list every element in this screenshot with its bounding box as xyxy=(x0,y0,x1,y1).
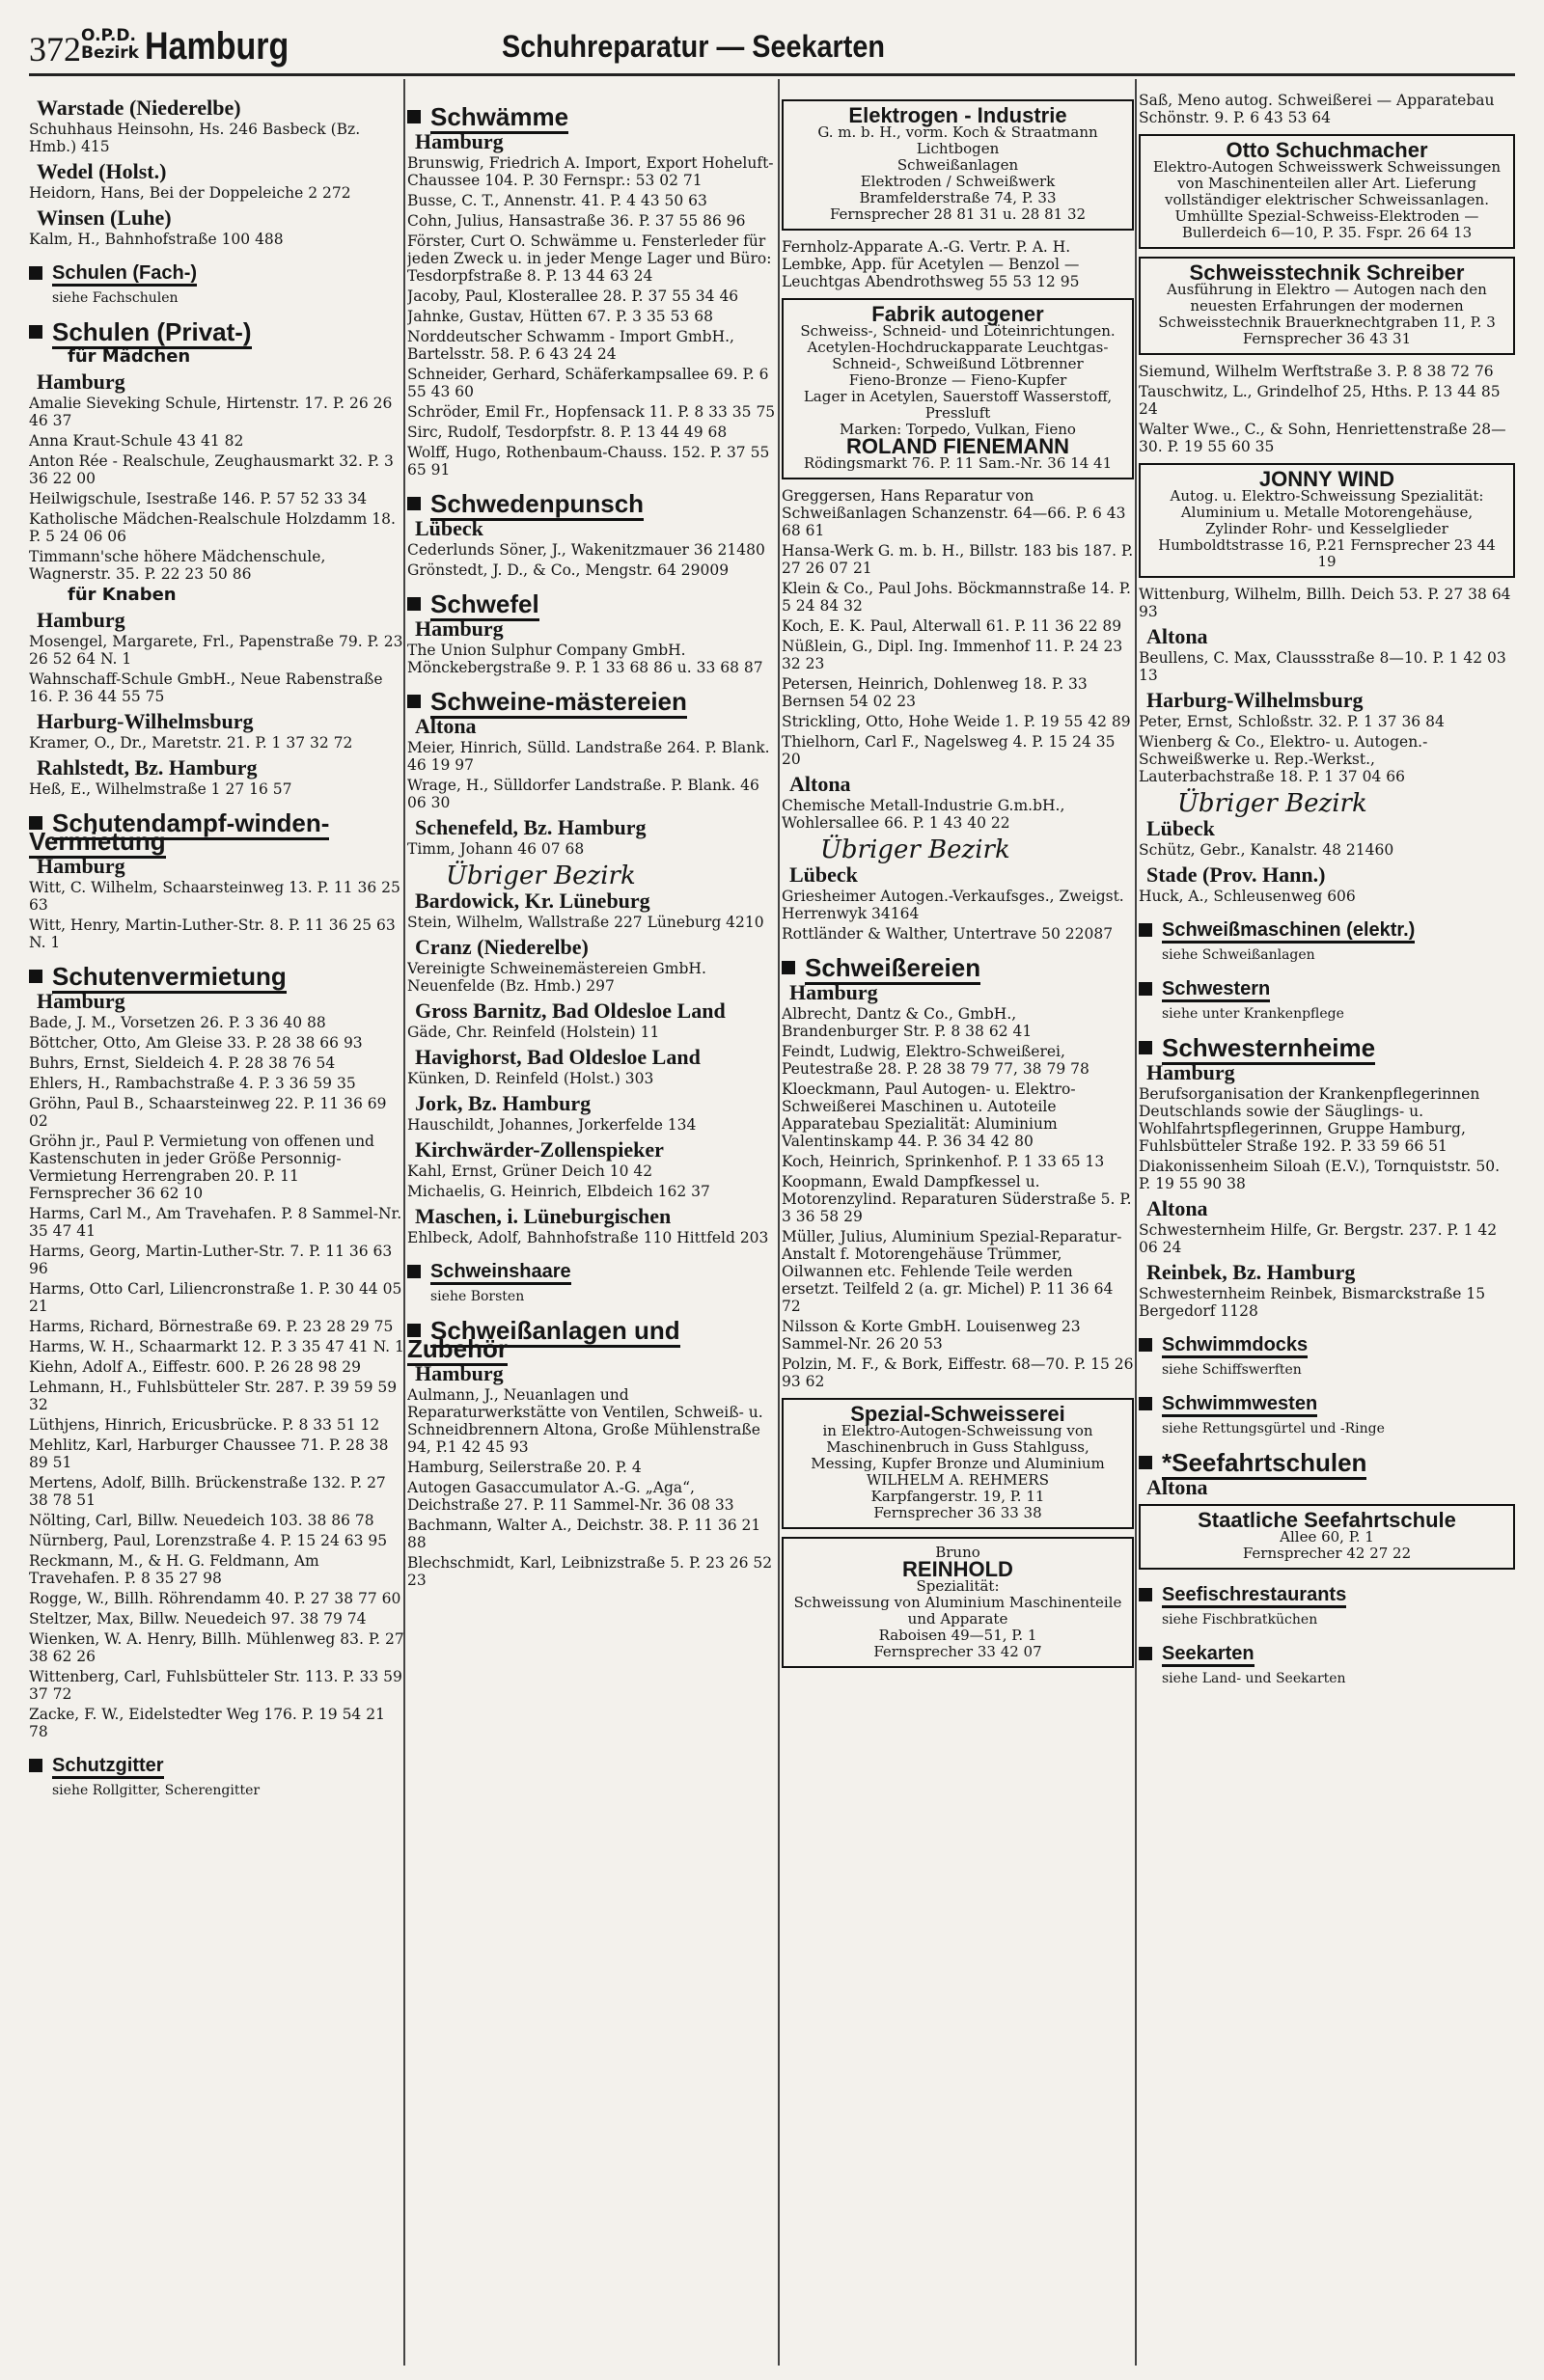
section-title: Schwestern xyxy=(1162,978,1270,1002)
ad-line: Acetylen-Hochdruckapparate Leuchtgas-Schneid-, Schweißund Lötbrenner xyxy=(807,339,1109,372)
location-heading: Wedel (Holst.) xyxy=(37,159,167,183)
directory-entry: Mertens, Adolf, Billh. Brückenstraße 132. P. 27 38 78 51 xyxy=(29,1474,386,1509)
section-title: Schweißanlagen und Zubehör xyxy=(407,1316,680,1366)
directory-entry: Koopmann, Ewald Dampfkessel u. Motorenzylind. Reparaturen Süderstraße 5. P. 3 36 58 29 xyxy=(782,1173,1132,1225)
directory-entry: Schuhhaus Heinsohn, Hs. 246 Basbeck (Bz. Hmb.) 415 xyxy=(29,121,361,155)
location-heading: Jork, Bz. Hamburg xyxy=(415,1091,592,1115)
cross-reference: siehe Schweißanlagen xyxy=(1162,947,1315,963)
location-heading: Altona xyxy=(1146,624,1208,648)
ad-line: Fernsprecher 36 33 38 xyxy=(873,1504,1042,1521)
section-title: Schwimmdocks xyxy=(1162,1334,1308,1358)
section-heading xyxy=(407,1316,779,1363)
ad-line: Rödingsmarkt 76. P. 11 Sam.-Nr. 36 14 41 xyxy=(803,454,1113,472)
directory-entry: The Union Sulphur Company GmbH. Mönckebergstraße 9. P. 1 33 68 86 u. 33 68 87 xyxy=(407,642,763,676)
ad-line: Fieno-Bronze — Fieno-Kupfer xyxy=(848,371,1067,389)
advertisement-box xyxy=(1139,1504,1515,1570)
location-heading: Kirchwärder-Zollenspieker xyxy=(415,1137,664,1162)
directory-entry: Förster, Curt O. Schwämme u. Fensterleder für jeden Zweck u. in jeder Menge Lager und Büro: Tesdorpfstraße 8. P. 13 44 63 24 xyxy=(407,233,772,285)
location-heading: Havighorst, Bad Oldesloe Land xyxy=(415,1045,701,1069)
bullet-square xyxy=(1139,982,1152,996)
location-heading: Hamburg xyxy=(37,608,125,632)
directory-entry: Fernholz-Apparate A.-G. Vertr. P. A. H. Lembke, App. für Acetylen — Benzol — Leuchtgas Abendrothsweg 55 53 12 95 xyxy=(782,238,1080,290)
directory-entry: Schwesternheim Reinbek, Bismarckstraße 15 Bergedorf 1128 xyxy=(1139,1285,1486,1320)
bullet-square xyxy=(1139,1588,1152,1601)
directory-entry: Rogge, W., Billh. Röhrendamm 40. P. 27 38 77 60 xyxy=(29,1590,401,1607)
directory-entry: Bachmann, Walter A., Deichstr. 38. P. 11 36 21 88 xyxy=(407,1517,761,1551)
directory-entry: Böttcher, Otto, Am Gleise 33. P. 28 38 66 93 xyxy=(29,1034,363,1052)
location-heading: Altona xyxy=(1146,1475,1208,1499)
ad-line: Raboisen 49—51, P. 1 xyxy=(878,1627,1037,1644)
section-heading xyxy=(1139,1394,1515,1412)
ad-line: Autog. u. Elektro-Schweissung Spezialität: Aluminium u. Metalle Motorengehäuse, Zylinder Rohr- und Kesselglieder Humboldtstrasse 16, P.21 Fernsprecher 23 44 19 xyxy=(1158,487,1496,570)
section-heading xyxy=(29,1756,405,1774)
ad-title: Otto Schuchmacher xyxy=(1226,138,1428,162)
location-heading: Hamburg xyxy=(37,989,125,1013)
bullet-square xyxy=(407,110,421,123)
directory-entry: Heidorn, Hans, Bei der Doppeleiche 2 272 xyxy=(29,184,351,202)
directory-entry: Diakonissenheim Siloah (E.V.), Tornquiststr. 50. P. 19 55 90 38 xyxy=(1139,1158,1501,1192)
section-title: Seekarten xyxy=(1162,1643,1254,1667)
subheading: für Mädchen xyxy=(68,346,191,367)
subheading: für Knaben xyxy=(68,585,177,605)
directory-entry: Harms, W. H., Schaarmarkt 12. P. 3 35 47 41 N. 1 xyxy=(29,1338,404,1355)
section-title: *Seefahrtschulen xyxy=(1162,1448,1366,1480)
ad-line: Fernsprecher 28 81 31 u. 28 81 32 xyxy=(829,205,1087,223)
bullet-square xyxy=(407,1265,421,1278)
directory-entry: Anna Kraut-Schule 43 41 82 xyxy=(29,432,244,450)
directory-entry: Cohn, Julius, Hansastraße 36. P. 37 55 86 96 xyxy=(407,212,746,230)
directory-entry: Chemische Metall-Industrie G.m.bH., Wohlersallee 66. P. 1 43 40 22 xyxy=(782,797,1065,832)
directory-entry: Gröhn, Paul B., Schaarsteinweg 22. P. 11 36 69 02 xyxy=(29,1095,387,1130)
location-heading: Altona xyxy=(789,772,851,796)
directory-entry: Jahnke, Gustav, Hütten 67. P. 3 35 53 68 xyxy=(407,308,713,325)
location-heading: Hamburg xyxy=(415,1361,504,1385)
section-heading xyxy=(782,953,1134,982)
ad-line: G. m. b. H., vorm. Koch & Straatmann xyxy=(817,123,1098,141)
location-heading: Cranz (Niederelbe) xyxy=(415,935,589,959)
directory-entry: Klein & Co., Paul Johs. Böckmannstraße 14. P. 5 24 84 32 xyxy=(782,580,1131,615)
directory-entry: Petersen, Heinrich, Dohlenweg 18. P. 33 Bernsen 54 02 23 xyxy=(782,675,1088,710)
ad-company-name: REINHOLD xyxy=(902,1557,1013,1581)
directory-entry: Kloeckmann, Paul Autogen- u. Elektro-Schweißerei Maschinen u. Autoteile Apparatebau Spezialität: Aluminium Valentinskamp 44. P. 36 34 42 80 xyxy=(782,1081,1076,1150)
section-title: Schutendampf-winden-Vermietung xyxy=(29,808,329,859)
directory-entry: Wienberg & Co., Elektro- u. Autogen.-Schweißwerke u. Rep.-Werkst., Lauterbachstraße 18. P. 1 37 04 66 xyxy=(1139,733,1428,785)
section-heading xyxy=(407,687,779,716)
ad-line: Bruno xyxy=(935,1544,980,1561)
ad-line: Fernsprecher 42 27 22 xyxy=(1242,1545,1412,1562)
ad-line: Elektroden / Schweißwerk xyxy=(860,173,1056,190)
directory-entry: Lüthjens, Hinrich, Ericusbrücke. P. 8 33 51 12 xyxy=(29,1416,380,1434)
ad-line: Allee 60, P. 1 xyxy=(1280,1528,1374,1546)
section-title: Schweißereien xyxy=(805,953,980,985)
section-heading xyxy=(407,489,779,518)
directory-entry: Huck, A., Schleusenweg 606 xyxy=(1139,888,1356,905)
directory-entry: Kahl, Ernst, Grüner Deich 10 42 xyxy=(407,1163,653,1180)
ad-line: Elektro-Autogen Schweisswerk Schweissungen von Maschinenteilen aller Art. Lieferung vollständiger elektrischer Schweissanlagen. Umhüllte Spezial-Schweiss-Elektroden — Bullerdeich 6—10, P. 35. Fspr. 26 64 13 xyxy=(1152,158,1502,241)
directory-entry: Witt, Henry, Martin-Luther-Str. 8. P. 11 36 25 63 N. 1 xyxy=(29,916,396,951)
region-heading: Übriger Bezirk xyxy=(820,835,1010,864)
directory-entry: Michaelis, G. Heinrich, Elbdeich 162 37 xyxy=(407,1183,710,1200)
location-heading: Hamburg xyxy=(37,369,125,394)
directory-entry: Polzin, M. F., & Bork, Eiffestr. 68—70. P. 15 26 93 62 xyxy=(782,1355,1134,1390)
ad-line: Lichtbogen xyxy=(916,140,1000,157)
directory-entry: Heilwigschule, Isestraße 146. P. 57 52 33 34 xyxy=(29,490,368,507)
directory-entry: Hamburg, Seilerstraße 20. P. 4 xyxy=(407,1459,642,1476)
cross-reference: siehe Rettungsgürtel und -Ringe xyxy=(1162,1421,1385,1436)
directory-entry: Nürnberg, Paul, Lorenzstraße 4. P. 15 24 63 95 xyxy=(29,1532,388,1549)
ad-line: Schweissung von Aluminium Maschinenteile und Apparate xyxy=(793,1594,1122,1628)
bullet-square xyxy=(1139,1647,1152,1660)
directory-entry: Albrecht, Dantz & Co., GmbH., Brandenburger Str. P. 8 38 62 41 xyxy=(782,1005,1033,1040)
directory-entry: Timm, Johann 46 07 68 xyxy=(407,840,585,858)
ad-line: Schweiss-, Schneid- und Löteinrichtungen. xyxy=(800,322,1116,340)
directory-entry: Anton Rée - Realschule, Zeughausmarkt 32. P. 3 36 22 00 xyxy=(29,452,394,487)
section-heading xyxy=(1139,979,1515,998)
ad-title: Schweisstechnik Schreiber xyxy=(1189,260,1465,285)
directory-entry: Ehlers, H., Rambachstraße 4. P. 3 36 59 35 xyxy=(29,1075,356,1092)
section-title: Schwimmwesten xyxy=(1162,1393,1317,1417)
location-heading: Harburg-Wilhelmsburg xyxy=(1146,688,1364,712)
directory-entry: Nüßlein, G., Dipl. Ing. Immenhof 11. P. 24 23 32 23 xyxy=(782,638,1123,672)
bullet-square xyxy=(1139,1338,1152,1352)
advertisement-box xyxy=(782,1398,1134,1529)
directory-entry: Schneider, Gerhard, Schäferkampsallee 69. P. 6 55 43 60 xyxy=(407,366,769,400)
location-heading: Bardowick, Kr. Lüneburg xyxy=(415,889,650,913)
directory-entry: Wittenberg, Carl, Fuhlsbütteler Str. 113. P. 33 59 37 72 xyxy=(29,1668,402,1703)
opd-label xyxy=(81,27,139,62)
cross-reference: siehe unter Krankenpflege xyxy=(1162,1006,1344,1022)
section-title: Schutzgitter xyxy=(52,1755,164,1779)
advertisement-box xyxy=(782,298,1134,479)
bullet-square xyxy=(1139,923,1152,937)
directory-entry: Busse, C. T., Annenstr. 41. P. 4 43 50 63 xyxy=(407,192,707,209)
location-heading: Altona xyxy=(1146,1196,1208,1220)
region-heading: Übriger Bezirk xyxy=(1177,789,1367,818)
section-heading xyxy=(29,962,405,991)
location-heading: Rahlstedt, Bz. Hamburg xyxy=(37,755,258,780)
directory-entry: Autogen Gasaccumulator A.-G. „Aga“, Deichstraße 27. P. 11 Sammel-Nr. 36 08 33 xyxy=(407,1479,734,1514)
directory-entry: Harms, Georg, Martin-Luther-Str. 7. P. 11 36 63 96 xyxy=(29,1243,393,1277)
location-heading: Winsen (Luhe) xyxy=(37,205,172,230)
directory-entry: Harms, Richard, Börnestraße 69. P. 23 28 29 75 xyxy=(29,1318,394,1335)
ad-line: Schweißanlagen xyxy=(896,156,1019,174)
ad-title: Elektrogen - Industrie xyxy=(848,103,1067,127)
section-heading xyxy=(407,1262,779,1280)
directory-entry: Walter Wwe., C., & Sohn, Henriettenstraße 28—30. P. 19 55 60 35 xyxy=(1139,421,1506,455)
page-title: Schuhreparatur — Seekarten xyxy=(502,29,885,64)
directory-entry: Witt, C. Wilhelm, Schaarsteinweg 13. P. 11 36 25 63 xyxy=(29,879,400,914)
cross-reference: siehe Fischbratküchen xyxy=(1162,1612,1318,1628)
advertisement-box xyxy=(782,1537,1134,1668)
location-heading: Altona xyxy=(415,714,477,738)
section-heading xyxy=(1139,1585,1515,1603)
section-heading xyxy=(29,808,405,856)
ad-company-name: ROLAND FIENEMANN xyxy=(846,434,1069,458)
bullet-square xyxy=(29,1759,42,1772)
directory-entry: Aulmann, J., Neuanlagen und Reparaturwerkstätte von Ventilen, Schweiß- u. Schneidbrennern Altona, Große Mühlenstraße 94, P.1 42 45 93 xyxy=(407,1386,763,1456)
bullet-square xyxy=(1139,1397,1152,1410)
bullet-square xyxy=(407,597,421,611)
directory-entry: Lehmann, H., Fuhlsbütteler Str. 287. P. 39 59 59 32 xyxy=(29,1379,398,1413)
location-heading: Hamburg xyxy=(789,980,878,1004)
directory-entry: Grönstedt, J. D., & Co., Mengstr. 64 29009 xyxy=(407,561,730,579)
directory-entry: Rottländer & Walther, Untertrave 50 22087 xyxy=(782,925,1114,943)
directory-entry: Wolff, Hugo, Rothenbaum-Chauss. 152. P. 37 55 65 91 xyxy=(407,444,770,479)
directory-entry: Kiehn, Adolf A., Eiffestr. 600. P. 26 28 98 29 xyxy=(29,1358,362,1376)
directory-entry: Beullens, C. Max, Claussstraße 8—10. P. 1 42 03 13 xyxy=(1139,649,1506,684)
advertisement-box xyxy=(782,99,1134,231)
directory-entry: Katholische Mädchen-Realschule Holzdamm 18. P. 5 24 06 06 xyxy=(29,510,396,545)
section-title: Schwefel xyxy=(430,589,539,621)
ad-title: Fabrik autogener xyxy=(871,302,1044,326)
directory-entry: Kalm, H., Bahnhofstraße 100 488 xyxy=(29,231,284,248)
cross-reference: siehe Land- und Seekarten xyxy=(1162,1671,1346,1686)
bullet-square xyxy=(407,497,421,510)
directory-entry: Vereinigte Schweinemästereien GmbH. Neuenfelde (Bz. Hmb.) 297 xyxy=(407,960,706,995)
directory-entry: Brunswig, Friedrich A. Import, Export Hoheluft-Chaussee 104. P. 30 Fernspr.: 53 02 71 xyxy=(407,154,774,189)
section-heading xyxy=(1139,920,1515,939)
section-title: Schwämme xyxy=(430,102,568,134)
location-heading: Hamburg xyxy=(415,616,504,641)
directory-entry: Reckmann, M., & H. G. Feldmann, Am Travehafen. P. 8 35 27 98 xyxy=(29,1552,319,1587)
advertisement-box xyxy=(1139,257,1515,355)
location-heading: Hamburg xyxy=(37,854,125,878)
directory-entry: Schwesternheim Hilfe, Gr. Bergstr. 237. P. 1 42 06 24 xyxy=(1139,1221,1498,1256)
section-title: Schweinshaare xyxy=(430,1261,571,1285)
section-heading xyxy=(1139,1644,1515,1662)
column-2 xyxy=(407,92,779,2368)
column-1 xyxy=(29,92,405,2368)
directory-entry: Heß, E., Wilhelmstraße 1 27 16 57 xyxy=(29,780,292,798)
bullet-square xyxy=(407,695,421,708)
directory-entry: Sirc, Rudolf, Tesdorpfstr. 8. P. 13 44 49 68 xyxy=(407,424,728,441)
directory-entry: Künken, D. Reinfeld (Holst.) 303 xyxy=(407,1070,654,1087)
directory-entry: Nilsson & Korte GmbH. Louisenweg 23 Sammel-Nr. 26 20 53 xyxy=(782,1318,1081,1353)
directory-entry: Steltzer, Max, Billw. Neuedeich 97. 38 79 74 xyxy=(29,1610,367,1628)
directory-entry: Mosengel, Margarete, Frl., Papenstraße 79. P. 23 26 52 64 N. 1 xyxy=(29,633,403,668)
directory-entry: Strickling, Otto, Hohe Weide 1. P. 19 55 42 89 xyxy=(782,713,1131,730)
advertisement-box xyxy=(1139,463,1515,578)
cross-reference: siehe Borsten xyxy=(430,1289,525,1304)
directory-entry: Mehlitz, Karl, Harburger Chaussee 71. P. 28 38 89 51 xyxy=(29,1436,389,1471)
opd-text: O.P.D. xyxy=(81,26,136,45)
ad-line: in Elektro-Autogen-Schweissung von Maschinenbruch in Guss Stahlguss, Messing, Kupfer Bronze und Aluminium xyxy=(811,1422,1105,1472)
location-heading: Gross Barnitz, Bad Oldesloe Land xyxy=(415,999,726,1023)
section-heading xyxy=(1139,1448,1515,1477)
bullet-square xyxy=(1139,1456,1152,1469)
section-title: Schwedenpunsch xyxy=(430,489,644,521)
directory-entry: Meier, Hinrich, Sülld. Landstraße 264. P. Blank. 46 19 97 xyxy=(407,739,770,774)
region-heading: Übriger Bezirk xyxy=(446,862,636,890)
directory-entry: Stein, Wilhelm, Wallstraße 227 Lüneburg 4210 xyxy=(407,914,764,931)
section-title: Seefischrestaurants xyxy=(1162,1584,1346,1608)
bullet-square xyxy=(782,961,795,974)
location-heading: Schenefeld, Bz. Hamburg xyxy=(415,815,647,839)
ad-line: Marken: Torpedo, Vulkan, Fieno xyxy=(840,421,1076,438)
advertisement-box xyxy=(1139,134,1515,249)
directory-entry: Wrage, H., Sülldorfer Landstraße. P. Blank. 46 06 30 xyxy=(407,777,759,811)
location-heading: Maschen, i. Lüneburgischen xyxy=(415,1204,672,1228)
ad-line: Karpfangerstr. 19, P. 11 xyxy=(870,1488,1045,1505)
directory-entry: Wienken, W. A. Henry, Billh. Mühlenweg 83. P. 27 38 62 26 xyxy=(29,1630,404,1665)
column-divider xyxy=(1135,79,1137,2366)
column-4 xyxy=(1139,92,1515,2368)
location-heading: Lübeck xyxy=(1146,816,1215,840)
directory-entry: Hansa-Werk G. m. b. H., Billstr. 183 bis 187. P. 27 26 07 21 xyxy=(782,542,1134,577)
directory-entry: Tauschwitz, L., Grindelhof 25, Hths. P. 13 44 85 24 xyxy=(1139,383,1501,418)
section-heading xyxy=(29,317,405,346)
directory-entry: Berufsorganisation der Krankenpflegerinnen Deutschlands sowie der Säuglings- u. Wohlfahrtspflegerinnen, Gruppe Hamburg, Fuhlsbütteler Straße 192. P. 33 59 66 51 xyxy=(1139,1085,1480,1155)
bullet-square xyxy=(29,970,42,983)
directory-entry: Harms, Otto Carl, Liliencronstraße 1. P. 30 44 05 21 xyxy=(29,1280,402,1315)
directory-entry: Timmann'sche höhere Mädchenschule, Wagnerstr. 35. P. 22 23 50 86 xyxy=(29,548,326,583)
section-heading xyxy=(1139,1033,1515,1062)
directory-entry: Buhrs, Ernst, Sieldeich 4. P. 28 38 76 54 xyxy=(29,1054,336,1072)
header-rule xyxy=(29,73,1515,76)
directory-entry: Gröhn jr., Paul P. Vermietung von offenen und Kastenschuten in jeder Größe Personnig-Vermietung Herrengraben 20. P. 11 Fernsprecher 36 62 10 xyxy=(29,1133,374,1202)
directory-entry: Greggersen, Hans Reparatur von Schweißanlagen Schanzenstr. 64—66. P. 6 43 68 61 xyxy=(782,487,1126,539)
ad-line: Lager in Acetylen, Sauerstoff Wasserstoff, Pressluft xyxy=(803,388,1113,422)
section-heading xyxy=(1139,1335,1515,1354)
directory-entry: Blechschmidt, Karl, Leibnizstraße 5. P. 23 26 52 23 xyxy=(407,1554,773,1589)
directory-entry: Feindt, Ludwig, Elektro-Schweißerei, Peutestraße 28. P. 28 38 79 77, 38 79 78 xyxy=(782,1043,1089,1078)
location-heading: Stade (Prov. Hann.) xyxy=(1146,862,1326,887)
ad-title: Spezial-Schweisserei xyxy=(850,1402,1065,1426)
directory-entry: Schütz, Gebr., Kanalstr. 48 21460 xyxy=(1139,841,1394,859)
section-title: Schweißmaschinen (elektr.) xyxy=(1162,919,1415,944)
directory-entry: Wittenburg, Wilhelm, Billh. Deich 53. P. 27 38 64 93 xyxy=(1139,586,1511,620)
cross-reference: siehe Rollgitter, Scherengitter xyxy=(52,1783,261,1798)
section-heading xyxy=(29,263,405,282)
directory-entry: Koch, E. K. Paul, Alterwall 61. P. 11 36 22 89 xyxy=(782,617,1122,635)
directory-entry: Cederlunds Söner, J., Wakenitzmauer 36 21480 xyxy=(407,541,765,559)
ad-line: Spezialität: xyxy=(916,1577,1000,1595)
city-title: Hamburg xyxy=(145,25,290,68)
page-header xyxy=(0,0,1544,89)
bullet-square xyxy=(29,325,42,339)
bullet-square xyxy=(29,266,42,280)
directory-entry: Schröder, Emil Fr., Hopfensack 11. P. 8 33 35 75 xyxy=(407,403,776,421)
directory-entry: Wahnschaff-Schule GmbH., Neue Rabenstraße 16. P. 36 44 55 75 xyxy=(29,670,383,705)
cross-reference: siehe Fachschulen xyxy=(52,290,179,306)
directory-entry: Koch, Heinrich, Sprinkenhof. P. 1 33 65 13 xyxy=(782,1153,1105,1170)
directory-entry: Norddeutscher Schwamm - Import GmbH., Bartelsstr. 58. P. 6 43 24 24 xyxy=(407,328,734,363)
location-heading: Warstade (Niederelbe) xyxy=(37,96,241,120)
directory-entry: Müller, Julius, Aluminium Spezial-Reparatur-Anstalt f. Motorengehäuse Trümmer, Oilwannen etc. Fehlende Teile werden ersetzt. Teilfeld 2 (a. gr. Michel) P. 11 36 64 72 xyxy=(782,1228,1122,1315)
ad-line: Bramfelderstraße 74, P. 33 xyxy=(859,189,1057,206)
directory-entry: Amalie Sieveking Schule, Hirtenstr. 17. P. 26 26 46 37 xyxy=(29,395,393,429)
directory-entry: Siemund, Wilhelm Werftstraße 3. P. 8 38 72 76 xyxy=(1139,363,1494,380)
directory-entry: Peter, Ernst, Schloßstr. 32. P. 1 37 36 84 xyxy=(1139,713,1445,730)
column-3 xyxy=(782,92,1134,2368)
directory-entry: Gäde, Chr. Reinfeld (Holstein) 11 xyxy=(407,1024,660,1041)
directory-entry: Harms, Carl M., Am Travehafen. P. 8 Sammel-Nr. 35 47 41 xyxy=(29,1205,402,1240)
cross-reference: siehe Schiffswerften xyxy=(1162,1362,1302,1378)
section-title: Schulen (Privat-) xyxy=(52,317,252,349)
section-title: Schulen (Fach-) xyxy=(52,262,197,287)
directory-entry: Zacke, F. W., Eidelstedter Weg 176. P. 19 54 21 78 xyxy=(29,1706,385,1740)
ad-title: Staatliche Seefahrtschule xyxy=(1198,1508,1456,1532)
page-number: 372 xyxy=(29,30,81,68)
directory-entry: Saß, Meno autog. Schweißerei — Apparatebau Schönstr. 9. P. 6 43 53 64 xyxy=(1139,92,1495,126)
section-title: Schwesternheime xyxy=(1162,1033,1375,1065)
directory-entry: Jacoby, Paul, Klosterallee 28. P. 37 55 34 46 xyxy=(407,287,739,305)
ad-line: Ausführung in Elektro — Autogen nach den neuesten Erfahrungen der modernen Schweisstechnik Brauerknechtgraben 11, P. 3 Fernsprecher 36 43 31 xyxy=(1158,281,1496,347)
ad-company-name: WILHELM A. REHMERS xyxy=(867,1471,1049,1489)
directory-entry: Ehlbeck, Adolf, Bahnhofstraße 110 Hittfeld 203 xyxy=(407,1229,769,1246)
ad-line: Fernsprecher 33 42 07 xyxy=(873,1643,1042,1660)
section-heading xyxy=(407,102,779,131)
directory-entry: Bade, J. M., Vorsetzen 26. P. 3 36 40 88 xyxy=(29,1014,326,1031)
bullet-square xyxy=(1139,1041,1152,1054)
section-title: Schutenvermietung xyxy=(52,962,287,994)
location-heading: Lübeck xyxy=(415,516,483,540)
directory-entry: Griesheimer Autogen.-Verkaufsges., Zweigst. Herrenwyk 34164 xyxy=(782,888,1124,922)
location-heading: Hamburg xyxy=(1146,1060,1235,1084)
ad-title: JONNY WIND xyxy=(1258,467,1395,491)
location-heading: Hamburg xyxy=(415,129,504,153)
location-heading: Harburg-Wilhelmsburg xyxy=(37,709,254,733)
location-heading: Reinbek, Bz. Hamburg xyxy=(1146,1260,1356,1284)
location-heading: Lübeck xyxy=(789,862,858,887)
directory-entry: Thielhorn, Carl F., Nagelsweg 4. P. 15 24 35 20 xyxy=(782,733,1116,768)
directory-entry: Kramer, O., Dr., Maretstr. 21. P. 1 37 32 72 xyxy=(29,734,353,752)
section-heading xyxy=(407,589,779,618)
directory-entry: Nölting, Carl, Billw. Neuedeich 103. 38 86 78 xyxy=(29,1512,374,1529)
section-title: Schweine-mästereien xyxy=(430,687,687,719)
directory-entry: Hauschildt, Johannes, Jorkerfelde 134 xyxy=(407,1116,697,1134)
bezirk-text: Bezirk xyxy=(81,43,139,63)
